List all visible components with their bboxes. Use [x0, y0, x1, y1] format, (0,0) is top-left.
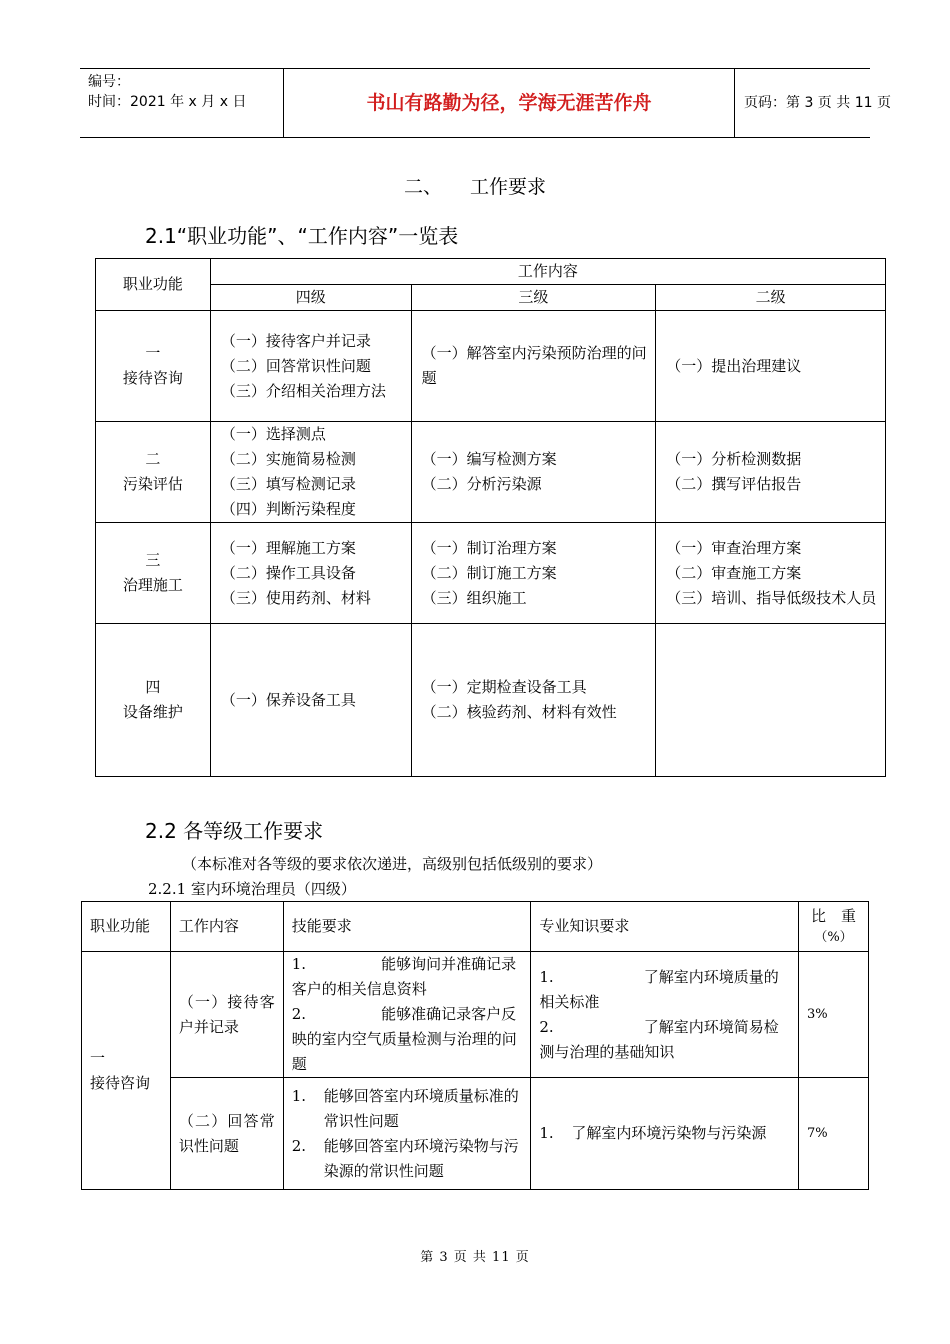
table2-row: [82, 952, 869, 1078]
table1-level4-cell: [210, 624, 411, 777]
skill-item-number: 1.: [291, 1086, 307, 1105]
table1-function-cell: [96, 422, 211, 523]
table1-row: [96, 422, 886, 523]
table1-level3-cell: [411, 624, 656, 777]
table2-header-content: 工作内容: [170, 902, 283, 952]
skill-item: [292, 1002, 523, 1077]
table2-content-cell: （一）接待客户并记录: [170, 952, 283, 1078]
content-item: （二）审查施工方案: [666, 563, 802, 582]
content-item: （二）操作工具设备: [220, 563, 356, 582]
content-item: （三）培训、指导低级技术人员: [666, 588, 877, 607]
content-item: （三）介绍相关治理方法: [220, 381, 386, 400]
content-item: （二）实施简易检测: [220, 450, 356, 468]
content-item: （四）判断污染程度: [220, 500, 356, 518]
knowledge-item: [539, 965, 790, 1015]
function-number: 一: [145, 344, 161, 362]
table1-header-level2: 二级: [656, 285, 886, 311]
skill-item-number: 2.: [291, 1005, 307, 1023]
section-title-text: 工作要求: [470, 176, 547, 198]
content-item: （一）选择测点: [220, 425, 326, 443]
section-title: [0, 172, 950, 199]
knowledge-item-text: 了解室内环境简易检测与治理的基础知识: [539, 1017, 779, 1061]
table1-level2-cell: [656, 311, 886, 422]
function-name: 接待咨询: [90, 1073, 151, 1092]
skill-item-number: 1.: [291, 955, 307, 973]
header-page-number: 页码：第 3 页 共 11 页: [744, 95, 891, 111]
document-date-label: 时间：2021 年 x 月 x 日: [88, 94, 247, 110]
content-item: （一）提出治理建议: [666, 356, 802, 375]
table1-header-level4: 四级: [210, 285, 411, 311]
function-name: 治理施工: [122, 576, 183, 594]
knowledge-item-number: 2.: [539, 1017, 554, 1036]
table2-row: [82, 1078, 869, 1190]
content-item: （一）审查治理方案: [666, 538, 802, 557]
content-item: （一）理解施工方案: [220, 538, 356, 557]
skill-item-number: 2.: [291, 1136, 307, 1155]
function-name: 污染评估: [122, 475, 183, 493]
content-item: （三）使用药剂、材料: [220, 588, 371, 607]
subsection-title-2-2-1: 2.2.1 室内环境治理员（四级）: [148, 880, 356, 898]
content-item: （一）分析检测数据: [666, 450, 802, 468]
skill-item: [292, 1084, 523, 1134]
content-item: （三）填写检测记录: [220, 475, 356, 493]
table2-weight-cell: 3%: [799, 952, 869, 1078]
skill-item-text: 能够回答室内环境质量标准的常识性问题: [323, 1086, 519, 1130]
table2-header-weight: [799, 902, 869, 952]
table1-header-content: 工作内容: [210, 259, 885, 285]
table1-level4-cell: [210, 523, 411, 624]
table1-level2-cell: [656, 523, 886, 624]
function-number: 二: [145, 450, 161, 468]
weight-header-unit: （%）: [814, 929, 853, 945]
skill-item: [292, 952, 523, 1002]
knowledge-item: [539, 1121, 790, 1146]
table1-function-cell: [96, 523, 211, 624]
function-name: 接待咨询: [122, 369, 183, 387]
knowledge-item-number: 1.: [539, 1124, 554, 1142]
table1-level3-cell: [411, 311, 656, 422]
function-content-table: [95, 258, 886, 777]
content-item: （一）解答室内污染预防治理的问题: [421, 344, 647, 387]
content-item: （二）核验药剂、材料有效性: [421, 703, 617, 721]
content-item: （二）回答常识性问题: [220, 356, 371, 375]
function-name: 设备维护: [122, 703, 183, 721]
content-item: （二）分析污染源: [421, 475, 542, 493]
knowledge-item-text: 了解室内环境质量的相关标准: [539, 967, 779, 1011]
skill-item-text: 能够准确记录客户反映的室内空气质量检测与治理的问题: [291, 1005, 517, 1073]
table1-row: [96, 311, 886, 422]
subsection-title-2-1: 2.1“职业功能”、“工作内容”一览表: [145, 224, 459, 248]
header-motto: 书山有路勤为径，学海无涯苦作舟: [283, 69, 735, 137]
content-item: （二）撰写评估报告: [666, 475, 802, 493]
content-item: （三）组织施工: [421, 588, 527, 607]
table2-knowledge-cell: [531, 1078, 799, 1190]
function-number: 一: [90, 1048, 106, 1067]
table2-skills-cell: [283, 1078, 531, 1190]
table1-level2-cell: [656, 422, 886, 523]
function-number: 三: [145, 551, 161, 569]
document-number-label: 编号：: [88, 74, 130, 90]
skill-item: [292, 1134, 523, 1184]
content-item: （二）制订施工方案: [421, 563, 557, 582]
page-header: [80, 68, 891, 138]
content-item: （一）制订治理方案: [421, 538, 557, 557]
table2-knowledge-cell: [531, 952, 799, 1078]
content-item: （一）保养设备工具: [220, 690, 356, 709]
table2-header-function: 职业功能: [82, 902, 171, 952]
table2-header-knowledge: 专业知识要求: [531, 902, 799, 952]
table2-skills-cell: [283, 952, 531, 1078]
skill-item-text: 能够询问并准确记录客户的相关信息资料: [291, 955, 517, 998]
table1-row: [96, 624, 886, 777]
knowledge-item: [539, 1015, 790, 1065]
table1-row: [96, 523, 886, 624]
table1-header-level3: 三级: [411, 285, 656, 311]
table1-level4-cell: [210, 422, 411, 523]
table1-header-function: 职业功能: [96, 259, 211, 311]
subsection-title-2-2: 2.2 各等级工作要求: [145, 819, 324, 843]
knowledge-item-text: 了解室内环境污染物与污染源: [571, 1124, 767, 1142]
header-meta: [80, 69, 283, 137]
function-number: 四: [145, 678, 161, 696]
content-item: （一）编写检测方案: [421, 450, 557, 468]
skill-item-text: 能够回答室内环境污染物与污染源的常识性问题: [323, 1136, 519, 1180]
table2-content-cell: （二）回答常识性问题: [170, 1078, 283, 1190]
requirements-note: （本标准对各等级的要求依次递进，高级别包括低级别的要求）: [182, 855, 603, 873]
knowledge-item-number: 1.: [539, 967, 554, 986]
content-item: （一）定期检查设备工具: [421, 678, 587, 696]
table1-function-cell: [96, 311, 211, 422]
table1-level3-cell: [411, 523, 656, 624]
page-footer: 第 3 页 共 11 页: [420, 1250, 530, 1265]
table2-function-cell: [82, 952, 171, 1190]
weight-header-label: 比 重: [811, 906, 857, 925]
table1-level2-cell: [656, 624, 886, 777]
table1-function-cell: [96, 624, 211, 777]
content-item: （一）接待客户并记录: [220, 331, 371, 350]
table2-header-skills: 技能要求: [283, 902, 531, 952]
table2-weight-cell: 7%: [799, 1078, 869, 1190]
level4-requirements-table: [81, 901, 869, 1190]
table1-level4-cell: [210, 311, 411, 422]
section-title-number: 二、: [403, 176, 442, 198]
table1-level3-cell: [411, 422, 656, 523]
